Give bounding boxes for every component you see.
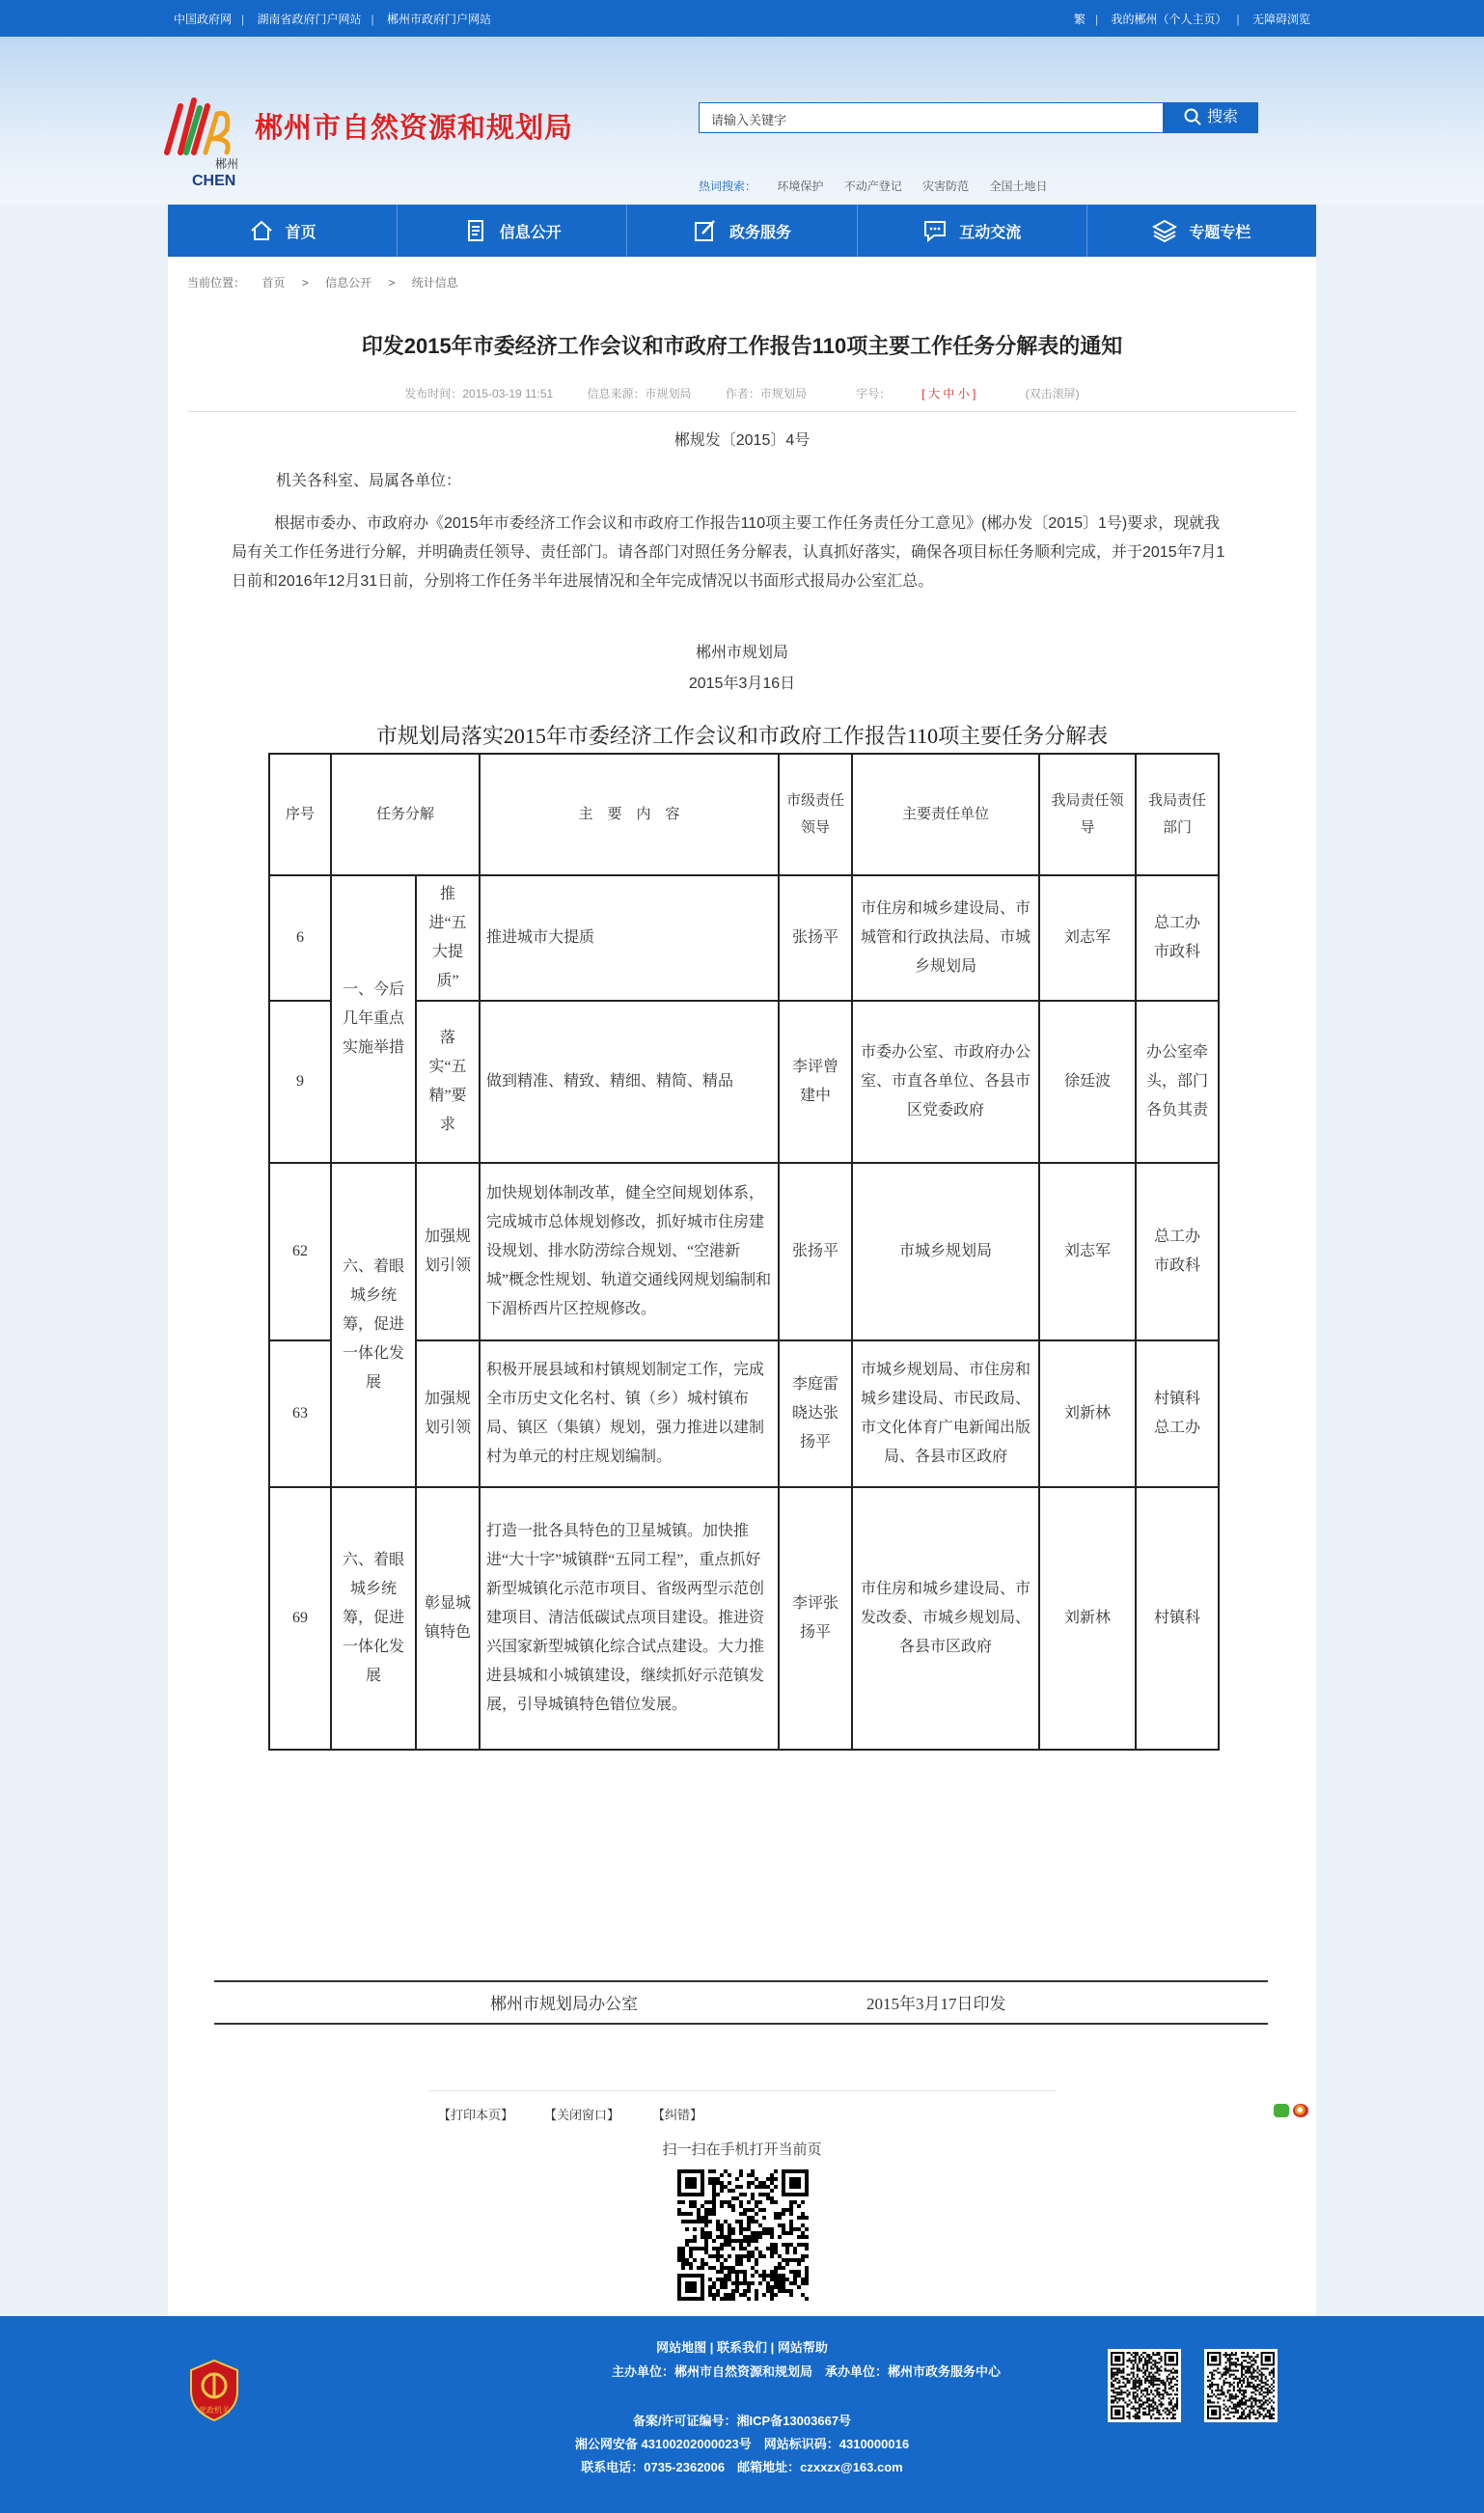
row-number: 9 [269, 1001, 331, 1163]
divider [214, 2023, 1268, 2025]
link-chenzhou-gov[interactable]: 郴州市政府门户网站 [386, 13, 491, 26]
hot-word[interactable]: 全国土地日 [989, 180, 1048, 193]
nav-home[interactable] [168, 205, 398, 257]
site-header [0, 37, 1484, 205]
row-number: 69 [269, 1487, 331, 1750]
breadcrumb-sep: > [388, 276, 396, 290]
header-cell: 主 要 内 容 [480, 754, 779, 875]
bureau-dept: 办公室牵头，部门各负其责 [1136, 1001, 1219, 1163]
dblclick-scroll-hint: (双击滚屏) [1025, 387, 1080, 400]
bureau-dept: 总工办 市政科 [1136, 875, 1219, 1001]
row-number: 63 [269, 1340, 331, 1487]
nav-label: 政务服务 [729, 224, 792, 241]
responsible-unit: 市城乡规划局、市住房和城乡建设局、市民政局、市文化体育广电新闻出版局、各县市区政府 [852, 1340, 1039, 1487]
breadcrumb-stats[interactable]: 统计信息 [411, 276, 458, 290]
site-logo[interactable] [159, 85, 244, 191]
site-title: 郴州市自然资源和规划局 [255, 113, 574, 144]
my-chenzhou-link[interactable]: 我的郴州（个人主页） [1111, 13, 1227, 26]
row-number: 6 [269, 875, 331, 1001]
footer-links[interactable]: 网站地图 | 联系我们 | 网站帮助 [656, 2340, 828, 2355]
breadcrumb-info[interactable]: 信息公开 [325, 276, 372, 290]
main-nav [168, 205, 1316, 257]
nav-info-disclosure[interactable] [398, 205, 627, 257]
header-cell: 我局责任部门 [1136, 754, 1219, 875]
hot-word[interactable]: 灾害防范 [922, 180, 970, 193]
site-footer [0, 2316, 1484, 2513]
hot-word[interactable]: 不动产登记 [843, 180, 902, 193]
logo-sub: CHEN [192, 173, 236, 189]
task-group: 一、今后几年重点实施举措 [331, 875, 416, 1163]
task-content: 加快规划体制改革，健全空间规划体系，完成城市总体规划修改，抓好城市住房建设规划、排水防涝综合规划、“空港新城”概念性规划、轨道交通线网规划编制和下湄桥西片区控规修改。 [480, 1163, 779, 1340]
task-sub: 落实“五精”要求 [416, 1001, 480, 1163]
responsible-unit: 市住房和城乡建设局、市发改委、市城乡规划局、各县市区政府 [852, 1487, 1039, 1750]
accessibility-link[interactable]: 无障碍浏览 [1251, 13, 1310, 26]
bureau-dept: 村镇科 总工办 [1136, 1340, 1219, 1487]
bureau-leader: 刘志军 [1039, 875, 1136, 1001]
search-icon [1184, 108, 1201, 125]
bureau-dept: 村镇科 [1136, 1487, 1219, 1750]
divider [187, 411, 1297, 412]
nav-label: 首页 [285, 224, 316, 241]
nav-interaction[interactable] [858, 205, 1087, 257]
breadcrumb [187, 274, 472, 290]
author: 作者：市规划局 [725, 387, 807, 400]
hot-label: 热词搜索： [699, 180, 757, 193]
top-links: 中国政府网 | 湖南省政府门户网站 | 郴州市政府门户网站 [174, 13, 491, 26]
bureau-leader: 刘新林 [1039, 1487, 1136, 1750]
badge-text: 党政机关 [199, 2406, 230, 2415]
document-number: 郴规发〔2015〕4号 [673, 432, 811, 449]
layers-icon [1152, 218, 1177, 243]
home-icon [249, 218, 274, 243]
divider [214, 1980, 1268, 1982]
chat-icon [922, 218, 948, 243]
article-title: 印发2015年市委经济工作会议和市政府工作报告110项主要工作任务分解表的通知 [361, 334, 1123, 358]
footer-contact: 联系电话：0735-2362006 邮箱地址：czxxzx@163.com [581, 2460, 903, 2474]
article-meta [168, 385, 1316, 401]
scan-hint: 扫一扫在手机打开当前页 [662, 2141, 822, 2158]
article-body: 根据市委办、市政府办《2015年市委经济工作会议和市政府工作报告110项主要工作任务责任分工意见》(郴办发〔2015〕1号)要求，现就我局有关工作任务进行分解，并明确责任领导、责任部门。请各部门对照任务分解表，认真抓好落实，确保各项目标任务顺利完成，并于2015年7月1日前和2016年12月31日前，分别将工作任务半年进展情况和全年完成情况以书面形式报局办公室汇总。 [232, 515, 1225, 590]
task-group: 六、着眼城乡统筹，促进一体化发展 [331, 1487, 416, 1750]
task-group: 六、着眼城乡统筹，促进一体化发展 [331, 1163, 416, 1487]
city-leader: 张扬平 [779, 875, 852, 1001]
salutation: 机关各科室、局属各单位： [276, 473, 462, 489]
bureau-leader: 徐廷波 [1039, 1001, 1136, 1163]
responsible-unit: 市住房和城乡建设局、市城管和行政执法局、市城乡规划局 [852, 875, 1039, 1001]
link-hunan-gov[interactable]: 湖南省政府门户网站 [257, 13, 362, 26]
logo-text: 郴州 [215, 157, 239, 171]
signature: 郴州市规划局 [695, 645, 788, 661]
breadcrumb-sep: > [301, 276, 309, 290]
header-cell: 主要责任单位 [852, 754, 1039, 875]
table-row [269, 875, 1219, 1001]
issuing-office: 郴州市规划局办公室 [490, 1995, 638, 2013]
task-sub: 推进“五大提质” [416, 875, 480, 1001]
footer-icp[interactable]: 备案/许可证编号：湘ICP备13003667号 [632, 2414, 852, 2428]
qr-code-icon [677, 2169, 809, 2301]
task-sub: 加强规划引领 [416, 1163, 480, 1340]
nav-special-topics[interactable] [1087, 205, 1316, 257]
task-content: 积极开展县域和村镇规划制定工作，完成全市历史文化名村、镇（乡）城村镇布局、镇区（集镇）规划，强力推进以建制村为单元的村庄规划编制。 [480, 1340, 779, 1487]
document-icon [463, 218, 488, 243]
table-row [269, 1163, 1219, 1340]
footer-police[interactable]: 湘公网安备 43100202000023号 网站标识码：4310000016 [574, 2437, 910, 2451]
header-cell: 我局责任领导 [1039, 754, 1136, 875]
nav-label: 互动交流 [959, 224, 1022, 241]
search-input[interactable]: 请输入关键字 [699, 102, 1164, 133]
task-content: 打造一批各具特色的卫星城镇。加快推进“大十字”城镇群“五同工程”，重点抓好新型城镇化示范市项目、省级两型示范创建项目、清洁低碳试点项目建设。推进资兴国家新型城镇化综合试点建设。大力推进县城和小城镇建设，继续抓好示范镇发展，引导城镇特色错位发展。 [480, 1487, 779, 1750]
table-title: 市规划局落实2015年市委经济工作会议和市政府工作报告110项主要任务分解表 [375, 724, 1109, 748]
city-leader: 李评张扬平 [779, 1487, 852, 1750]
weibo-share-icon[interactable] [1293, 2104, 1308, 2117]
font-size-options[interactable]: [ 大 中 小 ] [921, 387, 976, 400]
task-sub: 加强规划引领 [416, 1340, 480, 1487]
hot-words [699, 178, 1047, 194]
wechat-share-icon[interactable] [1274, 2104, 1289, 2117]
issue-date: 2015年3月17日印发 [866, 1995, 1006, 2013]
bureau-leader: 刘志军 [1039, 1163, 1136, 1340]
print-button[interactable]: 【打印本页】 [438, 2108, 514, 2122]
responsible-unit: 市城乡规划局 [852, 1163, 1039, 1340]
row-number: 62 [269, 1163, 331, 1340]
main-content [168, 257, 1316, 2316]
table-header-row [269, 754, 1219, 875]
nav-gov-services[interactable] [627, 205, 857, 257]
city-leader: 张扬平 [779, 1163, 852, 1340]
city-leader: 李庭雷晓达张扬平 [779, 1340, 852, 1487]
breadcrumb-label: 当前位置： [187, 276, 246, 290]
header-cell: 任务分解 [331, 754, 480, 875]
hot-word[interactable]: 环境保护 [777, 180, 824, 193]
search-button[interactable] [1164, 102, 1258, 133]
article-tools [428, 2090, 1056, 2129]
sign-date: 2015年3月16日 [688, 676, 796, 692]
top-right-links: 繁 | 我的郴州（个人主页） | 无障碍浏览 [1074, 13, 1310, 26]
link-gov-cn[interactable]: 中国政府网 [174, 13, 233, 26]
info-source: 信息来源：市规划局 [587, 387, 692, 400]
footer-qr-code-icon [1204, 2349, 1278, 2422]
task-content: 做到精准、精致、精细、精简、精品 [480, 1001, 779, 1163]
report-error-button[interactable]: 【纠错】 [652, 2108, 703, 2122]
top-bar [0, 0, 1484, 37]
font-size-control [840, 387, 991, 400]
city-leader: 李评曾建中 [779, 1001, 852, 1163]
search-button-label: 搜索 [1206, 109, 1238, 125]
footer-host: 主办单位：郴州市自然资源和规划局 承办单位：郴州市政务服务中心 [612, 2364, 1002, 2379]
breadcrumb-home[interactable]: 首页 [261, 276, 286, 290]
task-content: 推进城市大提质 [480, 875, 779, 1001]
responsible-unit: 市委办公室、市政府办公室、市直各单位、各县市区党委政府 [852, 1001, 1039, 1163]
task-table [268, 753, 1220, 1751]
traditional-chinese-link[interactable]: 繁 [1074, 13, 1086, 26]
bureau-leader: 刘新林 [1039, 1340, 1136, 1487]
edit-icon [693, 218, 718, 243]
close-window-button[interactable]: 【关闭窗口】 [544, 2108, 620, 2122]
font-size-label: 字号： [856, 387, 892, 400]
publish-time: 发布时间：2015-03-19 11:51 [404, 387, 554, 400]
bureau-dept: 总工办 市政科 [1136, 1163, 1219, 1340]
header-cell: 序号 [269, 754, 331, 875]
nav-label: 专题专栏 [1189, 224, 1251, 241]
task-sub: 彰显城镇特色 [416, 1487, 480, 1750]
footer-qr-code-icon [1108, 2349, 1181, 2422]
table-row [269, 1487, 1219, 1750]
nav-label: 信息公开 [499, 224, 562, 241]
header-cell: 市级责任领导 [779, 754, 852, 875]
